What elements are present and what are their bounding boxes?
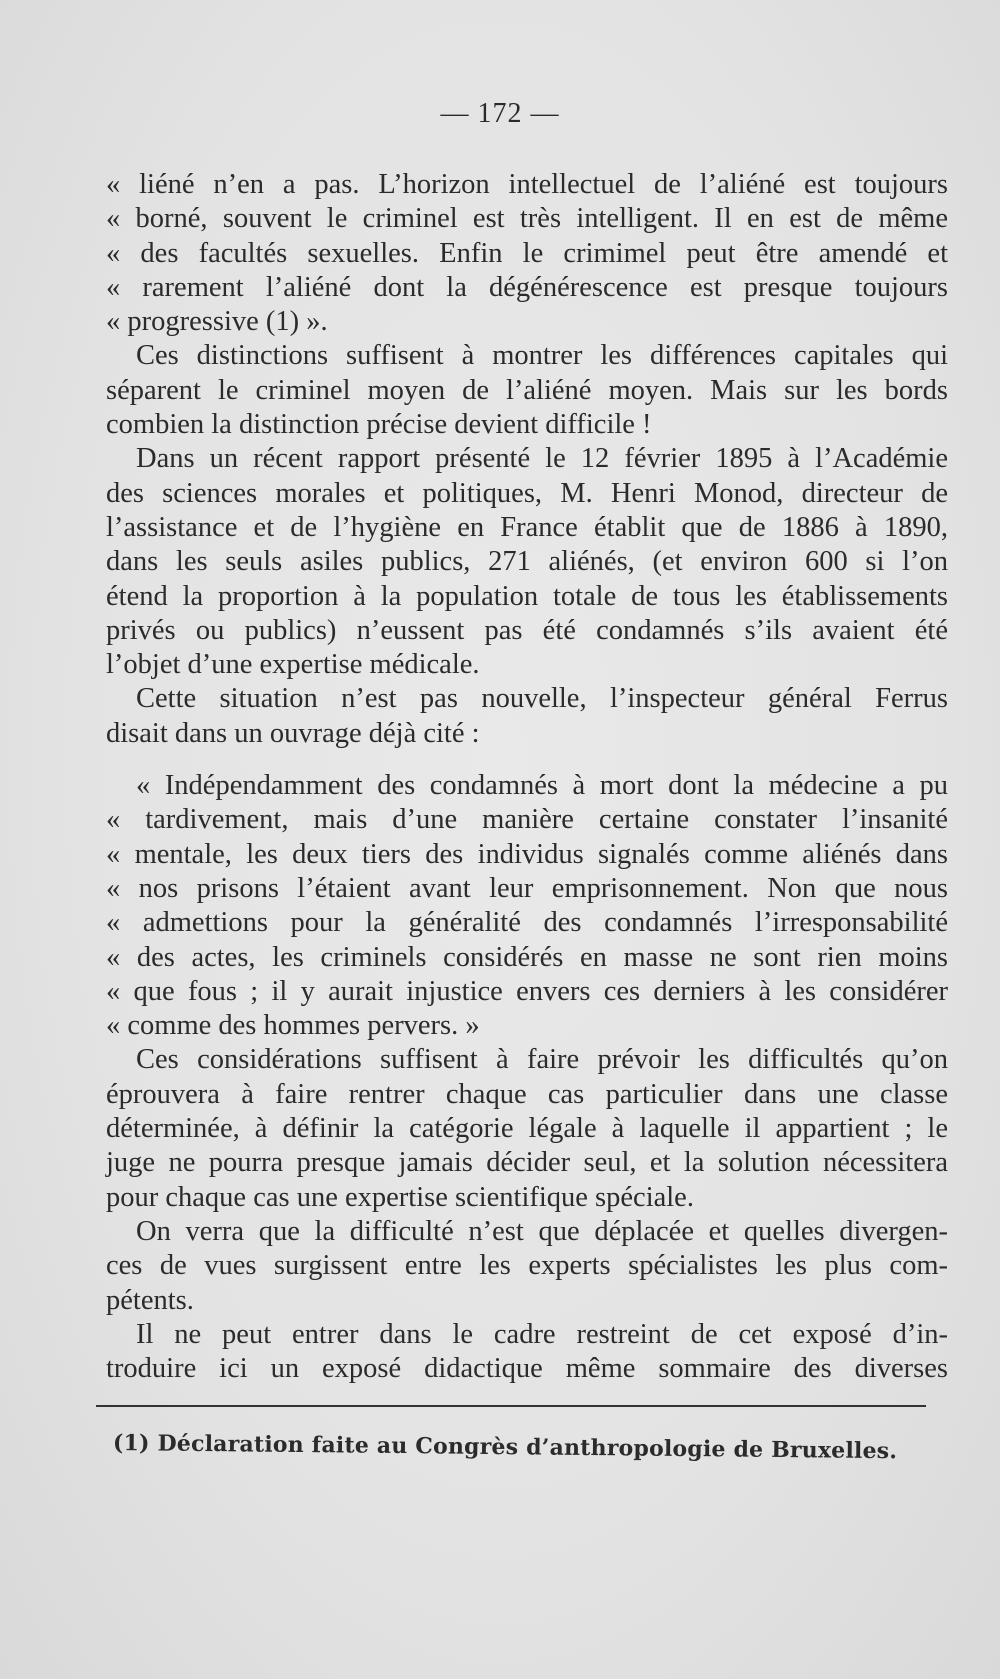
text-line: « rarement l’aliéné dont la dégénérescence est presque toujours — [106, 271, 948, 303]
paragraph — [106, 442, 948, 682]
text-line: étend la proportion à la population totale de tous les établissements — [106, 580, 948, 612]
body-text — [106, 168, 948, 1386]
text-line: des sciences morales et politiques, M. Henri Monod, directeur de — [106, 477, 948, 509]
text-line: « Indépendamment des condamnés à mort dont la médecine a pu — [136, 770, 948, 802]
text-line: séparent le criminel moyen de l’aliéné moyen. Mais sur les bords — [106, 374, 948, 406]
footnote: (1) Déclaration faite au Congrès d’anthropologie de Bruxelles. — [112, 1430, 898, 1465]
footnote-rule — [96, 1405, 926, 1407]
text-line: On verra que la difficulté n’est que déplacée et quelles divergen- — [136, 1215, 948, 1247]
text-line: « admettions pour la généralité des condamnés l’irresponsabilité — [106, 907, 948, 939]
text-line: Ces considérations suffisent à faire prévoir les difficultés qu’on — [136, 1044, 948, 1076]
text-line: « nos prisons l’étaient avant leur emprisonnement. Non que nous — [106, 872, 948, 904]
text-line: « borné, souvent le criminel est très intelligent. Il en est de même — [106, 203, 948, 235]
paragraph-gap — [106, 751, 948, 769]
text-line: « tardivement, mais d’une manière certaine constater l’insanité — [106, 804, 948, 836]
paragraph — [106, 1215, 948, 1318]
text-line: « des facultés sexuelles. Enfin le crimimel peut être amendé et — [106, 237, 948, 269]
paragraph — [106, 339, 948, 442]
paragraph — [106, 1043, 948, 1214]
text-line: « progressive (1) ». — [106, 306, 328, 338]
text-line: « mentale, les deux tiers des individus signalés comme aliénés dans — [106, 838, 948, 870]
text-line: Cette situation n’est pas nouvelle, l’inspecteur général Ferrus — [136, 683, 948, 715]
text-line: Ces distinctions suffisent à montrer les différences capitales qui — [136, 340, 948, 372]
text-line: l’assistance et de l’hygiène en France établit que de 1886 à 1890, — [106, 511, 948, 543]
text-line: ces de vues surgissent entre les experts spécialistes les plus com- — [106, 1250, 948, 1282]
text-line: l’objet d’une expertise médicale. — [106, 649, 480, 681]
text-line: « que fous ; il y aurait injustice envers ces derniers à les considérer — [106, 975, 948, 1007]
text-line: dans les seuls asiles publics, 271 aliénés, (et environ 600 si l’on — [106, 546, 948, 578]
text-line: Dans un récent rapport présenté le 12 février 1895 à l’Académie — [136, 443, 948, 475]
text-line: disait dans un ouvrage déjà cité : — [106, 717, 480, 749]
text-line: combien la distinction précise devient difficile ! — [106, 409, 652, 441]
text-line: Il ne peut entrer dans le cadre restreint de cet exposé d’in- — [136, 1318, 948, 1350]
text-line: éprouvera à faire rentrer chaque cas particulier dans une classe — [106, 1078, 948, 1110]
text-line: pétents. — [106, 1284, 194, 1316]
text-line: privés ou publics) n’eussent pas été condamnés s’ils avaient été — [106, 614, 948, 646]
text-line: déterminée, à définir la catégorie légale à laquelle il appartient ; le — [106, 1113, 948, 1145]
paragraph-quote-continuation — [106, 168, 948, 339]
paragraph — [106, 1318, 948, 1387]
paragraph — [106, 682, 948, 751]
text-line: juge ne pourra presque jamais décider seul, et la solution nécessitera — [106, 1147, 948, 1179]
text-line: pour chaque cas une expertise scientifique spéciale. — [106, 1181, 694, 1213]
text-line: « liéné n’en a pas. L’horizon intellectuel de l’aliéné est toujours — [106, 169, 948, 200]
text-line: troduire ici un exposé didactique même sommaire des diverses — [106, 1353, 948, 1385]
page-number: — 172 — — [440, 98, 560, 129]
text-line: « des actes, les criminels considérés en masse ne sont rien moins — [106, 941, 948, 973]
block-quotation — [106, 769, 948, 1043]
text-line: « comme des hommes pervers. » — [106, 1010, 480, 1042]
